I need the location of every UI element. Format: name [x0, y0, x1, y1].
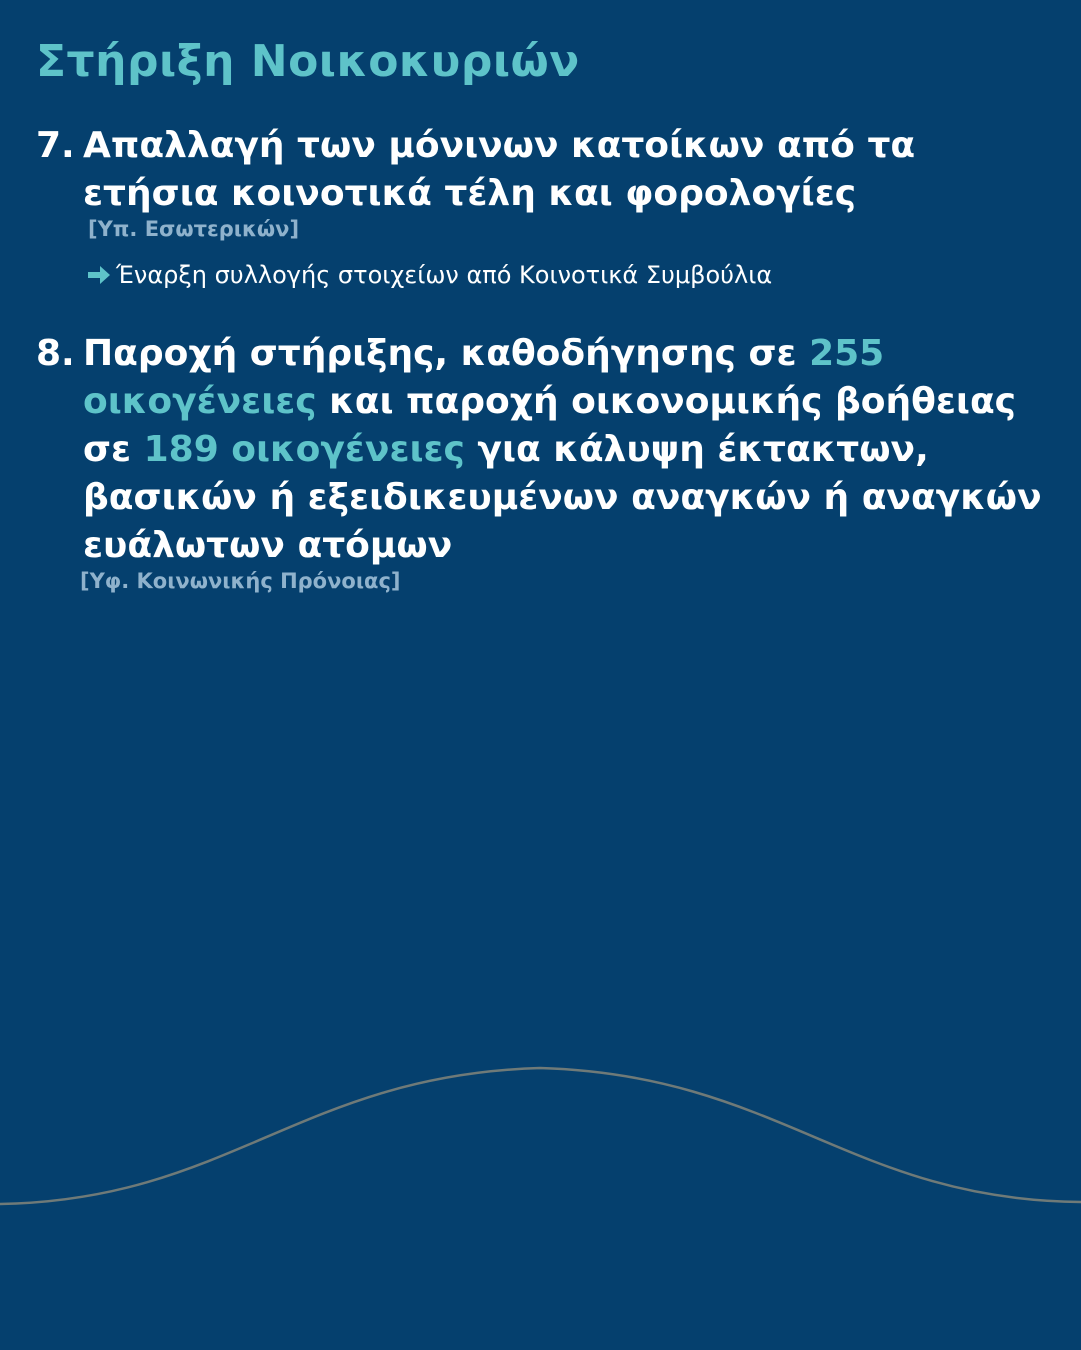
arrow-right-icon: [86, 264, 112, 286]
item-8-text-part3: για κάλυψη έκτακτων, βασικών ή εξειδικευμένων αναγκών ή αναγκών ευάλωτων ατόμων: [83, 429, 1042, 566]
item-7-source: [Υπ. Εσωτερικών]: [88, 217, 300, 241]
item-8-text-block: [36, 330, 1046, 570]
item-8-highlight-255: 255 οικογένειες: [83, 333, 885, 422]
item-7-text: Απαλλαγή των μόνινων κατοίκων από τα ετήσια κοινοτικά τέλη και φορολογίες: [83, 125, 916, 214]
decorative-wave-line: [0, 1050, 1081, 1230]
list-item-8: [36, 330, 1046, 596]
page-title: Στήριξη Νοικοκυριών: [36, 36, 580, 87]
item-7-note: Έναρξη συλλογής στοιχείων από Κοινοτικά Συμβούλια: [116, 261, 773, 289]
item-8-text-part1: Παροχή στήριξης, καθοδήγησης σε: [83, 333, 810, 374]
item-8-source: [Υφ. Κοινωνικής Πρόνοιας]: [80, 569, 401, 593]
item-8-number: 8.: [36, 333, 75, 374]
item-8-text-part2: και παροχή οικονομικής βοήθειας σε: [83, 381, 1017, 470]
list-item-7: [36, 122, 1046, 292]
item-7-note-row: [86, 258, 1046, 292]
item-7-number: 7.: [36, 125, 75, 166]
item-7-text-block: [36, 122, 1046, 218]
item-8-highlight-189: 189 οικογένειες: [143, 429, 465, 470]
